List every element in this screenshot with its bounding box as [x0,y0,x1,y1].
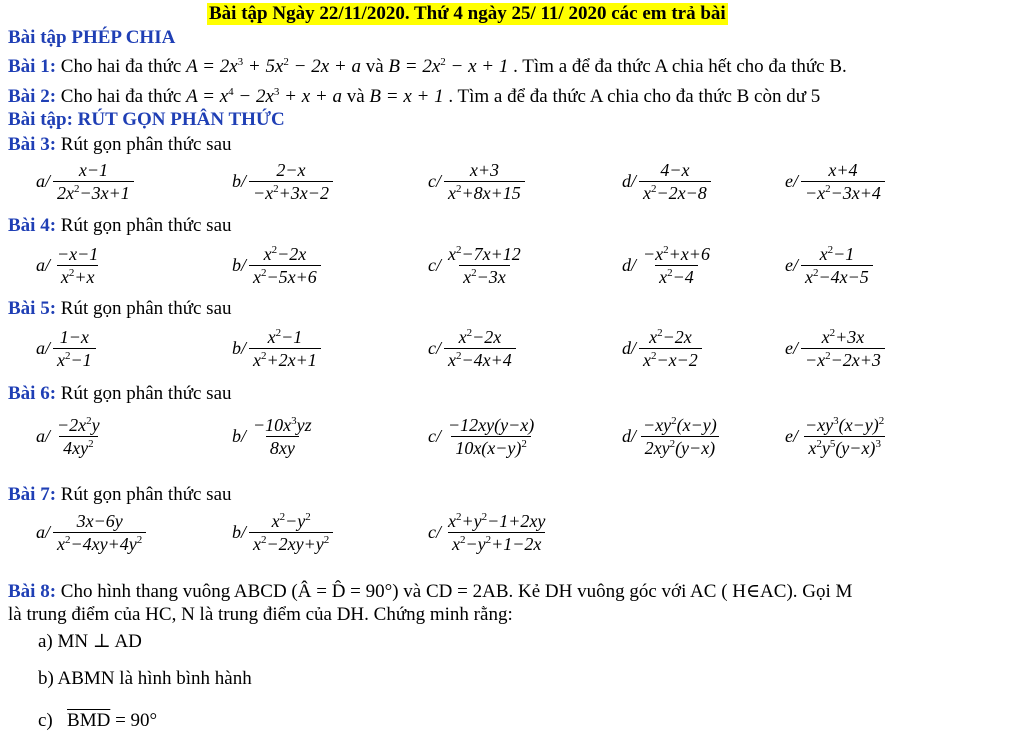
numerator: x+3 [469,160,499,180]
bai-4-heading [8,215,232,237]
bai7-fraction-a [36,510,146,555]
numerator: −x−1 [57,244,99,264]
numerator: $-2x^2y$ [57,415,100,435]
fraction-label: c/ [428,522,441,542]
fraction [801,414,888,459]
bai-4-label: Bài 4: [8,215,57,236]
bai-2-pre: Cho hai đa thức [60,86,182,107]
bai-1-poly-a: $A = 2x^3 + 5x^2 - 2x + a$ [186,56,361,77]
denominator: $x^2+x$ [57,265,99,288]
denominator: $x^2+2x+1$ [249,348,321,371]
bai-1-label: Bài 1: [8,56,57,77]
section-title-phep-chia: Bài tập PHÉP CHIA [8,27,176,48]
denominator: $x^2+8x+15$ [444,181,525,204]
denominator: $x^2-2x-8$ [639,181,711,204]
numerator: $x^2-2x$ [458,327,502,347]
bai-1-mid: và [365,56,384,77]
numerator: $x^2+y^2-1+2xy$ [448,511,546,531]
denominator: $x^2-5x+6$ [249,265,321,288]
denominator: $2x^2-3x+1$ [53,181,134,204]
bai3-fraction-e [785,159,885,204]
bai-2-post: . Tìm a để đa thức A chia cho đa thức B còn dư 5 [448,86,821,107]
fraction [53,414,104,459]
denominator: $x^2-2xy+y^2$ [249,532,333,555]
denominator: $x^2-1$ [53,348,96,371]
numerator: 3x−6y [76,511,123,531]
fraction [801,326,885,371]
fraction-label: d/ [622,171,637,191]
denominator: $-x^2+3x-2$ [249,181,333,204]
bai-8-text-1: Cho hình thang vuông ABCD (Â = D̂ = 90°) và CD = 2AB. Kẻ DH vuông góc với AC ( H∈AC). Gọi M [60,581,853,602]
bai-2-poly-a: $A = x^4 - 2x^3 + x + a$ [186,86,342,107]
bai-8-part-c-label: c) [38,710,68,731]
bai4-fraction-b [232,243,321,288]
bai-8-label: Bài 8: [8,581,57,602]
denominator: $4xy^2$ [59,436,97,459]
numerator: $x^2-1$ [267,327,303,347]
numerator: $-10x^3yz$ [253,415,312,435]
fraction [53,326,96,371]
numerator: $x^2-7x+12$ [448,244,521,264]
section-title-rut-gon: Bài tập: RÚT GỌN PHÂN THỨC [8,109,285,130]
numerator: 1−x [59,327,89,347]
bai4-fraction-d [622,243,714,288]
bai4-fraction-e [785,243,873,288]
bai6-fraction-d [622,414,721,459]
numerator: $x^2-y^2$ [271,511,311,531]
denominator: $x^2y^5(y-x)^3$ [804,436,885,459]
bai-2-mid: và [346,86,365,107]
bai-4-text: Rút gọn phân thức sau [60,215,232,236]
bai4-fraction-c [428,243,525,288]
bai-3-label: Bài 3: [8,134,57,155]
bai5-fraction-c [428,326,516,371]
fraction-label: a/ [36,255,51,275]
denominator: $-x^2-3x+4$ [801,181,885,204]
denominator: $x^2-3x$ [459,265,510,288]
bai-5-label: Bài 5: [8,298,57,319]
bai-5-heading [8,298,232,320]
bai-1-post: . Tìm a để đa thức A chia hết cho đa thức B. [513,56,847,77]
fraction [639,326,702,371]
fraction [444,243,525,288]
numerator: $-xy^3(x-y)^2$ [805,415,885,435]
numerator: −12xy(y−x) [448,415,535,435]
denominator: $10x(x-y)^2$ [451,436,531,459]
denominator: $x^2-4$ [655,265,698,288]
bai7-fraction-b [232,510,333,555]
denominator: $x^2-4xy+4y^2$ [53,532,146,555]
bai-2 [8,86,820,108]
bai6-fraction-a [36,414,104,459]
fraction [639,243,714,288]
numerator: $x^2-2x$ [649,327,692,347]
fraction [53,159,134,204]
numerator: 2−x [276,160,306,180]
fraction-label: b/ [232,171,247,191]
bai-8-part-a: a) MN ⊥ AD [38,631,142,652]
fraction [53,510,146,555]
fraction [801,243,873,288]
fraction [249,510,333,555]
denominator: 8xy [266,436,299,459]
bai-8-angle: $\overline{BMD}$ [67,710,111,731]
fraction-label: d/ [622,255,637,275]
bai-8-part-b: b) ABMN là hình bình hành [38,668,252,689]
fraction-label: c/ [428,338,441,358]
fraction [639,159,711,204]
page-header: Bài tập Ngày 22/11/2020. Thứ 4 ngày 25/ 11/ 2020 các em trả bài [209,3,726,24]
fraction-label: e/ [785,255,798,275]
fraction-label: b/ [232,338,247,358]
bai3-fraction-d [622,159,711,204]
bai-1-pre: Cho hai đa thức [60,56,182,77]
fraction-label: c/ [428,255,441,275]
bai-8-line-2: là trung điểm của HC, N là trung điểm của DH. Chứng minh rằng: [8,604,513,625]
bai-6-label: Bài 6: [8,383,57,404]
bai3-fraction-b [232,159,333,204]
bai6-fraction-e [785,414,888,459]
bai6-fraction-c [428,414,538,459]
bai3-fraction-c [428,159,525,204]
fraction-label: a/ [36,171,51,191]
bai-3-text: Rút gọn phân thức sau [60,134,232,155]
denominator: $x^2-y^2+1-2x$ [448,532,545,555]
bai-1-poly-b: $B = 2x^2 - x + 1$ [388,56,509,77]
fraction [249,414,316,459]
fraction [444,159,525,204]
numerator: 4−x [660,160,690,180]
bai-7-text: Rút gọn phân thức sau [60,484,232,505]
numerator: $x^2-1$ [819,244,855,264]
bai-8-angle-value: = 90° [110,710,158,731]
bai4-fraction-a [36,243,102,288]
bai-1 [8,56,847,78]
bai-7-label: Bài 7: [8,484,57,505]
bai-2-poly-b: B = x + 1 [369,86,444,107]
bai-8-line-1 [8,580,852,603]
fraction [249,159,333,204]
bai6-fraction-b [232,414,316,459]
bai-6-heading [8,383,232,405]
fraction [444,510,549,555]
fraction [444,414,538,459]
bai7-fraction-c [428,510,549,555]
denominator: $x^2-4x+4$ [444,348,516,371]
fraction-label: a/ [36,338,51,358]
fraction-label: d/ [622,426,637,446]
numerator: $-xy^2(x-y)$ [643,415,717,435]
fraction-label: d/ [622,338,637,358]
fraction [249,326,321,371]
bai-3-heading [8,134,232,156]
fraction [801,159,885,204]
numerator: x+4 [828,160,858,180]
fraction-label: c/ [428,171,441,191]
numerator: x−1 [78,160,108,180]
bai5-fraction-a [36,326,96,371]
fraction [444,326,516,371]
bai-6-text: Rút gọn phân thức sau [60,383,232,404]
fraction-label: e/ [785,171,798,191]
bai5-fraction-d [622,326,702,371]
denominator: $x^2-4x-5$ [801,265,873,288]
bai-8-part-c [38,710,157,732]
denominator: $2xy^2(y-x)$ [641,436,720,459]
fraction [53,243,102,288]
fraction-label: b/ [232,426,247,446]
denominator: $x^2-x-2$ [639,348,702,371]
fraction-label: e/ [785,426,798,446]
fraction-label: c/ [428,426,441,446]
fraction [249,243,321,288]
fraction-label: a/ [36,522,51,542]
numerator: $-x^2+x+6$ [643,244,710,264]
bai-5-text: Rút gọn phân thức sau [60,298,232,319]
fraction-label: b/ [232,255,247,275]
bai-7-heading [8,484,232,506]
bai-2-label: Bài 2: [8,86,57,107]
fraction-label: a/ [36,426,51,446]
bai5-fraction-b [232,326,321,371]
fraction-label: e/ [785,338,798,358]
numerator: $x^2+3x$ [821,327,865,347]
bai5-fraction-e [785,326,885,371]
fraction-label: b/ [232,522,247,542]
fraction [639,414,721,459]
bai3-fraction-a [36,159,134,204]
numerator: $x^2-2x$ [263,244,307,264]
denominator: $-x^2-2x+3$ [801,348,885,371]
